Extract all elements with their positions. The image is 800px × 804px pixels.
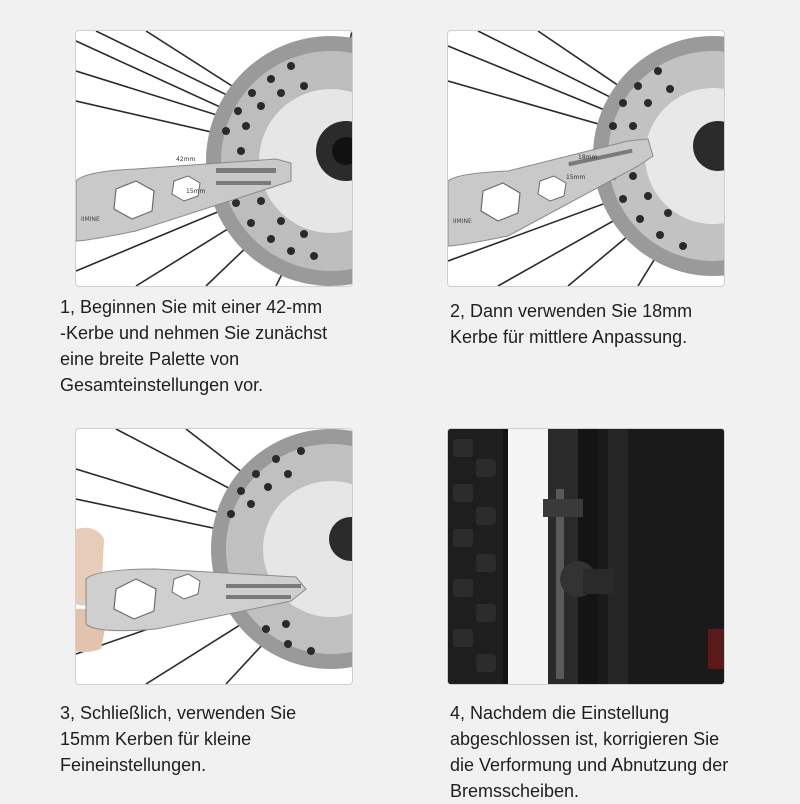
brake-rotor-wrench-photo-2	[448, 31, 724, 286]
step-4-caption: 4, Nachdem die Einstellung abgeschlossen ist, korrigieren Sie die Verformung und Abnutzung der Bremsscheiben.	[450, 703, 729, 801]
step-1-caption: 1, Beginnen Sie mit einer 42-mm -Kerbe und nehmen Sie zunächst eine breite Palette von Gesamteinstellungen vor.	[60, 297, 328, 395]
wrench-label-42mm: 42mm	[176, 156, 196, 163]
step-2-caption: 2, Dann verwenden Sie 18mm Kerbe für mittlere Anpassung.	[450, 301, 693, 347]
wrench-brand-label: IIMINE	[453, 218, 472, 225]
wrench-label-18mm: 18mm	[578, 154, 598, 161]
brake-rotor-wrench-photo-3	[76, 429, 352, 684]
background-wall	[508, 429, 548, 684]
step-1-photo	[75, 30, 353, 287]
fork-leg	[598, 429, 724, 684]
step-4-photo	[447, 428, 725, 685]
wrench-brand-label: IIMINE	[81, 216, 100, 223]
step-2-photo	[447, 30, 725, 287]
installed-brake-disc-photo	[448, 429, 724, 684]
step-3-photo	[75, 428, 353, 685]
step-3-caption: 3, Schließlich, verwenden Sie 15mm Kerben für kleine Feineinstellungen.	[60, 703, 297, 775]
wrench-label-15mm: 15mm	[186, 188, 206, 195]
wrench-label-15mm: 15mm	[566, 174, 586, 181]
brake-rotor-wrench-photo-1	[76, 31, 352, 286]
brake-disc	[543, 429, 583, 684]
tire-tread	[448, 429, 503, 684]
